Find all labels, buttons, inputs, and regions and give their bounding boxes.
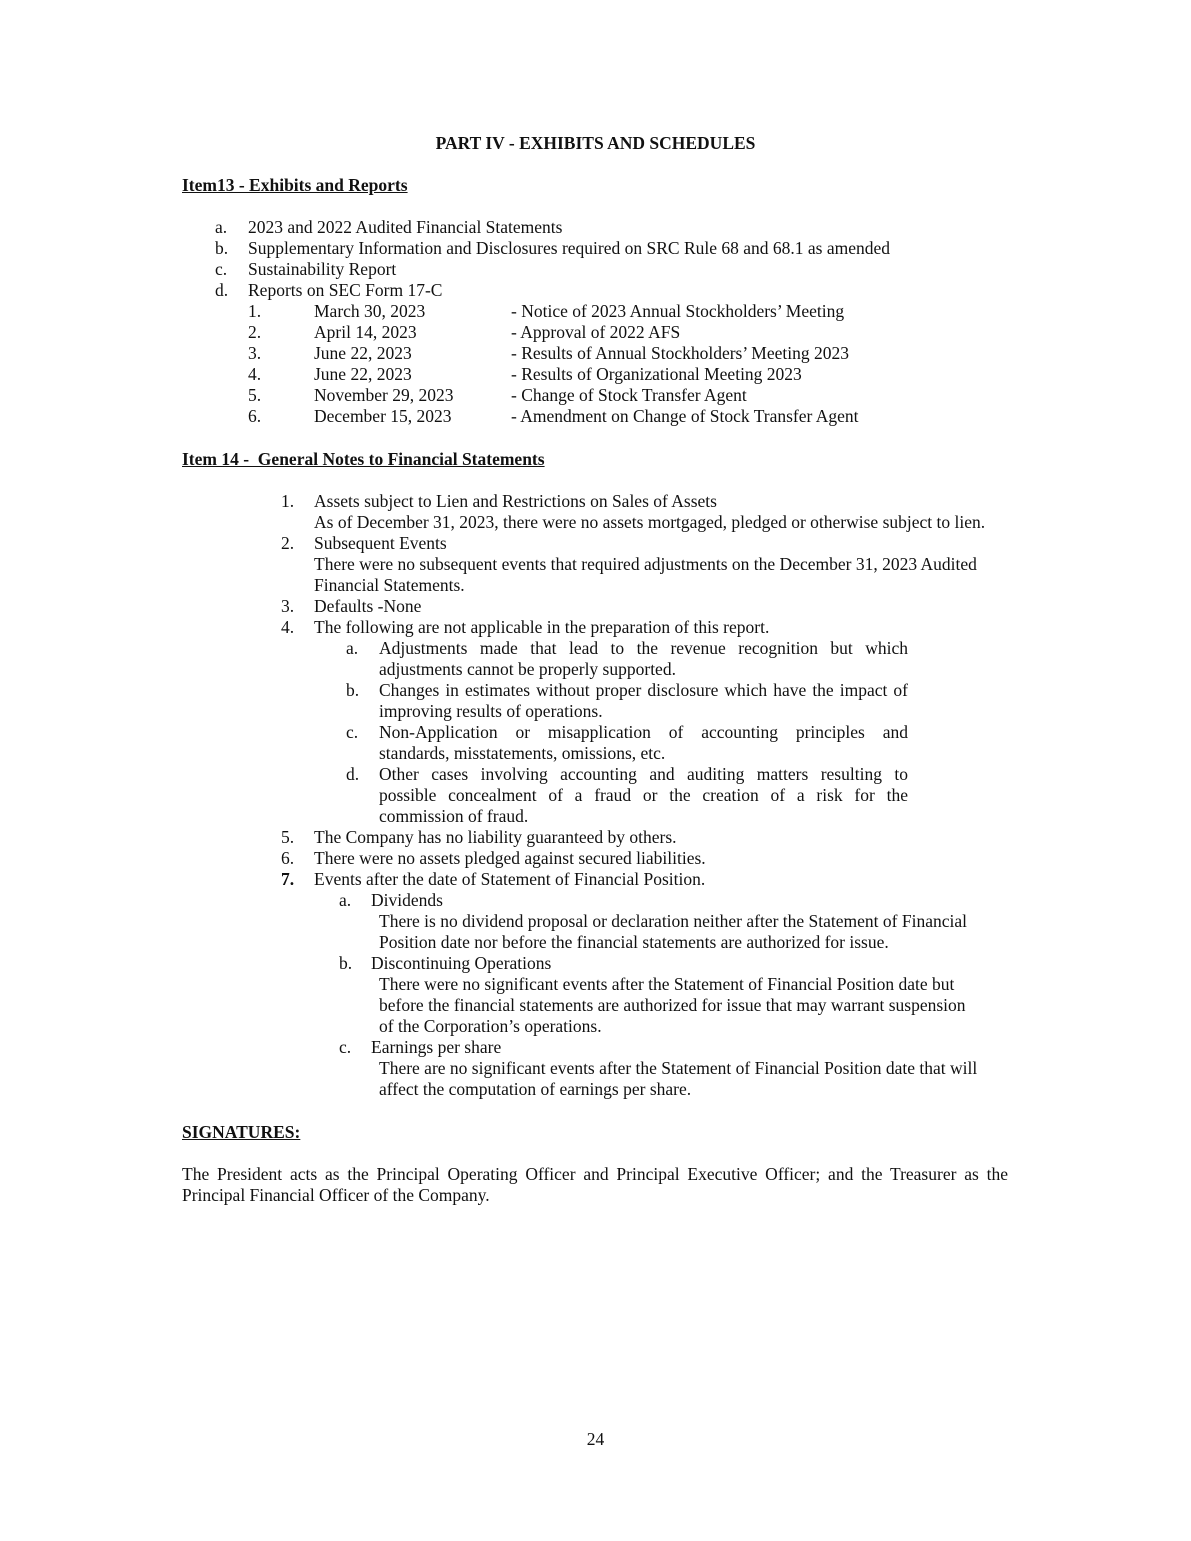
report-num: 5.	[248, 385, 262, 405]
signatures-paragraph-line: Principal Financial Officer of the Company.	[182, 1185, 490, 1205]
report-desc: - Amendment on Change of Stock Transfer Agent	[511, 406, 859, 426]
note-num: 5.	[281, 827, 295, 847]
report-desc: - Results of Organizational Meeting 2023	[511, 364, 802, 384]
sub-line: adjustments cannot be properly supported.	[379, 659, 676, 679]
event-title: Earnings per share	[371, 1037, 502, 1057]
sub-line: commission of fraud.	[379, 806, 529, 826]
event-title: Dividends	[371, 890, 443, 910]
report-desc: - Approval of 2022 AFS	[511, 322, 681, 342]
event-line: There are no significant events after the Statement of Financial Position date that will	[379, 1058, 978, 1078]
sub-line: improving results of operations.	[379, 701, 603, 721]
list-item: Reports on SEC Form 17-C	[248, 280, 443, 300]
signatures-heading: SIGNATURES:	[182, 1122, 301, 1142]
part-title: PART IV - EXHIBITS AND SCHEDULES	[435, 133, 756, 153]
report-num: 1.	[248, 301, 262, 321]
sub-marker: b.	[346, 680, 360, 700]
event-line: There were no significant events after the Statement of Financial Position date but	[379, 974, 955, 994]
signatures-paragraph-line: The President acts as the Principal Operating Officer and Principal Executive Officer; and the Treasurer as the	[182, 1164, 1008, 1184]
item14-heading: Item 14 - General Notes to Financial Statements	[182, 449, 545, 469]
sub-marker: c.	[346, 722, 359, 742]
sub-line: possible concealment of a fraud or the creation of a risk for the	[379, 785, 908, 805]
event-line: Position date nor before the financial statements are authorized for issue.	[379, 932, 889, 952]
report-desc: - Notice of 2023 Annual Stockholders’ Meeting	[511, 301, 845, 321]
note-num: 6.	[281, 848, 295, 868]
note-num: 7.	[281, 869, 295, 889]
sub-marker: a.	[346, 638, 359, 658]
report-num: 2.	[248, 322, 262, 342]
note-title: The Company has no liability guaranteed by others.	[314, 827, 677, 847]
report-num: 6.	[248, 406, 262, 426]
note-title: There were no assets pledged against secured liabilities.	[314, 848, 706, 868]
page-number: 24	[586, 1429, 605, 1449]
note-title: Subsequent Events	[314, 533, 447, 553]
report-date: June 22, 2023	[314, 364, 412, 384]
sub-line: standards, misstatements, omissions, etc.	[379, 743, 666, 763]
list-marker: c.	[215, 259, 228, 279]
list-item: 2023 and 2022 Audited Financial Statements	[248, 217, 563, 237]
sub-line: Adjustments made that lead to the revenue recognition but which	[379, 638, 908, 658]
sub-line: Non-Application or misapplication of accounting principles and	[379, 722, 908, 742]
note-title: Defaults -None	[314, 596, 422, 616]
list-marker: d.	[215, 280, 229, 300]
event-line: of the Corporation’s operations.	[379, 1016, 602, 1036]
event-marker: a.	[339, 890, 352, 910]
event-line: affect the computation of earnings per share.	[379, 1079, 692, 1099]
note-title: The following are not applicable in the preparation of this report.	[314, 617, 770, 637]
sub-marker: d.	[346, 764, 360, 784]
note-num: 1.	[281, 491, 295, 511]
note-body: As of December 31, 2023, there were no assets mortgaged, pledged or otherwise subject to lien.	[314, 512, 986, 532]
sub-line: Other cases involving accounting and auditing matters resulting to	[379, 764, 908, 784]
event-title: Discontinuing Operations	[371, 953, 552, 973]
note-num: 2.	[281, 533, 295, 553]
report-desc: - Change of Stock Transfer Agent	[511, 385, 747, 405]
report-date: November 29, 2023	[314, 385, 454, 405]
report-date: June 22, 2023	[314, 343, 412, 363]
list-item: Supplementary Information and Disclosures required on SRC Rule 68 and 68.1 as amended	[248, 238, 891, 258]
report-num: 4.	[248, 364, 262, 384]
note-title: Events after the date of Statement of Financial Position.	[314, 869, 706, 889]
event-line: before the financial statements are authorized for issue that may warrant suspension	[379, 995, 966, 1015]
note-num: 4.	[281, 617, 295, 637]
event-marker: b.	[339, 953, 353, 973]
list-marker: b.	[215, 238, 229, 258]
note-title: Assets subject to Lien and Restrictions on Sales of Assets	[314, 491, 717, 511]
report-num: 3.	[248, 343, 262, 363]
sub-line: Changes in estimates without proper disclosure which have the impact of	[379, 680, 908, 700]
event-line: There is no dividend proposal or declaration neither after the Statement of Financial	[379, 911, 967, 931]
note-body: There were no subsequent events that required adjustments on the December 31, 2023 Audited	[314, 554, 977, 574]
item13-heading: Item13 - Exhibits and Reports	[182, 175, 408, 195]
report-date: December 15, 2023	[314, 406, 452, 426]
note-num: 3.	[281, 596, 295, 616]
list-item: Sustainability Report	[248, 259, 397, 279]
list-marker: a.	[215, 217, 228, 237]
report-date: April 14, 2023	[314, 322, 417, 342]
event-marker: c.	[339, 1037, 352, 1057]
report-date: March 30, 2023	[314, 301, 426, 321]
note-body: Financial Statements.	[314, 575, 465, 595]
report-desc: - Results of Annual Stockholders’ Meeting 2023	[511, 343, 849, 363]
